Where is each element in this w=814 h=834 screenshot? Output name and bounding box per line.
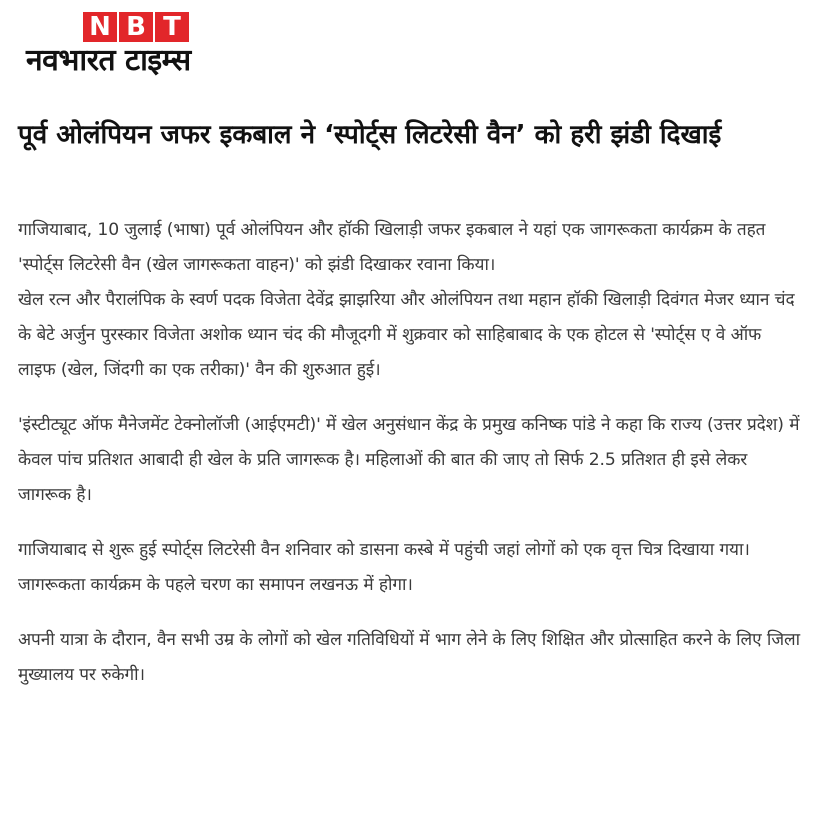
nbt-logo [83, 12, 189, 42]
newspaper-masthead [26, 12, 256, 84]
article-paragraph: गाजियाबाद से शुरू हुई स्पोर्ट्स लिटरेसी वैन शनिवार को डासना कस्बे में पहुंची जहां लोगों को एक वृत्त चित्र दिखाया गया। जागरूकता कार्यक्रम के पहले चरण का समापन लखनऊ में होगा। [18, 540, 750, 595]
article-headline: पूर्व ओलंपियन जफर इकबाल ने ‘स्पोर्ट्स लिटरेसी वैन’ को हरी झंडी दिखाई [18, 120, 722, 150]
newspaper-name: नवभारत टाइम्स [26, 43, 191, 78]
article-paragraph: 'इंस्टीट्यूट ऑफ मैनेजमेंट टेक्नोलॉजी (आईएमटी)' में खेल अनुसंधान केंद्र के प्रमुख कनिष्क पांडे ने कहा कि राज्य (उत्तर प्रदेश) में केवल पांच प्रतिशत आबादी ही खेल के प्रति जागरूक है। महिलाओं की बात की जाए तो सिर्फ 2.5 प्रतिशत ही इसे लेकर जागरूक है। [18, 415, 800, 505]
logo-letter-n: N [83, 12, 117, 42]
logo-letter-b: B [119, 12, 153, 42]
article-paragraph: अपनी यात्रा के दौरान, वैन सभी उम्र के लोगों को खेल गतिविधियों में भाग लेने के लिए शिक्षित और प्रोत्साहित करने के लिए जिला मुख्यालय पर रुकेगी। [18, 630, 800, 685]
article-body [18, 213, 800, 693]
article-paragraph: खेल रत्न और पैरालंपिक के स्वर्ण पदक विजेता देवेंद्र झाझरिया और ओलंपियन तथा महान हॉकी खिलाड़ी दिवंगत मेजर ध्यान चंद के बेटे अर्जुन पुरस्कार विजेता अशोक ध्यान चंद की मौजूदगी में शुक्रवार को साहिबाबाद के एक होटल से 'स्पोर्ट्स ए वे ऑफ लाइफ (खेल, जिंदगी का एक तरीका)' वैन की शुरुआत हुई। [18, 290, 795, 380]
article-paragraph: गाजियाबाद, 10 जुलाई (भाषा) पूर्व ओलंपियन और हॉकी खिलाड़ी जफर इकबाल ने यहां एक जागरूकता कार्यक्रम के तहत 'स्पोर्ट्स लिटरेसी वैन (खेल जागरूकता वाहन)' को झंडी दिखाकर रवाना किया। [18, 220, 766, 275]
logo-letter-t: T [155, 12, 189, 42]
